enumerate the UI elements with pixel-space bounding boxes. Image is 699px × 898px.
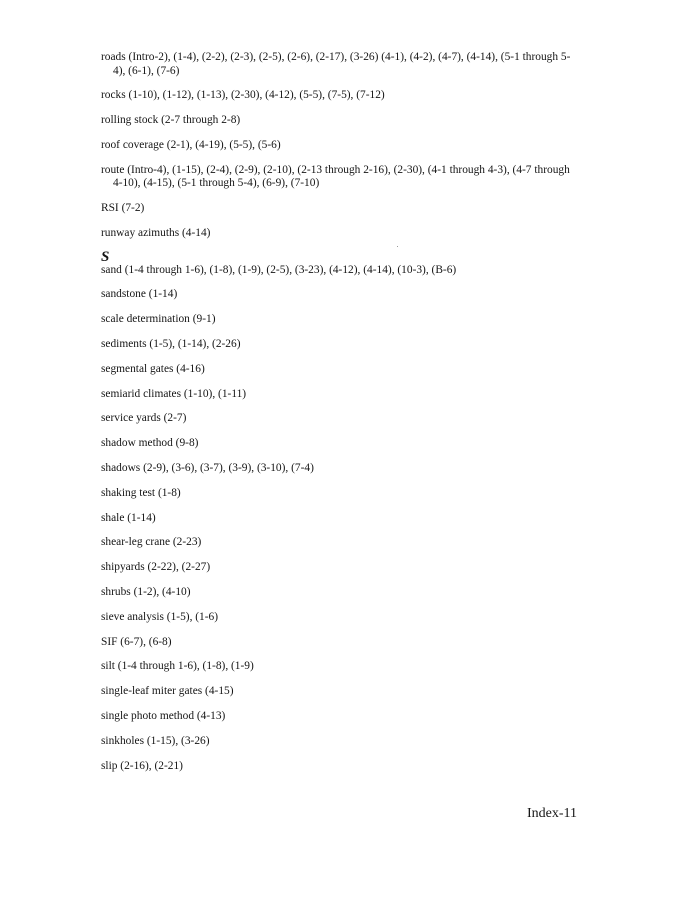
index-entry-rocks: rocks (1-10), (1-12), (1-13), (2-30), (4-12), (5-5), (7-5), (7-12) <box>101 89 385 102</box>
index-entry-rolling-stock: rolling stock (2-7 through 2-8) <box>101 114 241 127</box>
index-entry-shadows: shadows (2-9), (3-6), (3-7), (3-9), (3-10), (7-4) <box>101 461 314 474</box>
index-entry-segmental-gates: segmental gates (4-16) <box>101 362 205 375</box>
index-entry-sediments: sediments (1-5), (1-14), (2-26) <box>101 337 241 350</box>
index-entry-runway-azimuths: runway azimuths (4-14) <box>101 226 211 239</box>
index-entry-roads: roads (Intro-2), (1-4), (2-2), (2-3), (2-5), (2-6), (2-17), (3-26) (4-1), (4-2), (4-7), (4-14), (5-1 through 5-4), (6-1), (7-6) <box>101 51 571 77</box>
index-list <box>101 51 581 784</box>
index-entry-service-yards: service yards (2-7) <box>101 412 187 425</box>
index-entry-shaking-test: shaking test (1-8) <box>101 486 181 499</box>
index-section-letter: S <box>101 248 110 265</box>
page-number: Index-11 <box>527 806 578 821</box>
index-entry-sinkholes: sinkholes (1-15), (3-26) <box>101 734 210 747</box>
index-entry-shadow-method: shadow method (9-8) <box>101 437 199 450</box>
index-entry-roof-coverage: roof coverage (2-1), (4-19), (5-5), (5-6) <box>101 138 281 151</box>
index-entry-sand: sand (1-4 through 1-6), (1-8), (1-9), (2-5), (3-23), (4-12), (4-14), (10-3), (B-6) <box>101 263 457 276</box>
index-entry-single-photo-method: single photo method (4-13) <box>101 709 226 722</box>
index-entry-shipyards: shipyards (2-22), (2-27) <box>101 561 211 574</box>
index-entry-silt: silt (1-4 through 1-6), (1-8), (1-9) <box>101 660 254 673</box>
index-entry-semiarid-climates: semiarid climates (1-10), (1-11) <box>101 387 247 400</box>
index-entry-shale: shale (1-14) <box>101 511 156 524</box>
index-entry-shear-leg-crane: shear-leg crane (2-23) <box>101 536 202 549</box>
index-entry-single-leaf-miter-gates: single-leaf miter gates (4-15) <box>101 685 234 698</box>
index-entry-shrubs: shrubs (1-2), (4-10) <box>101 585 191 598</box>
index-entry-route: route (Intro-4), (1-15), (2-4), (2-9), (2-10), (2-13 through 2-16), (2-30), (4-1 through 4-3), (4-7 through 4-10), (4-15), (5-1 through 5-4), (6-9), (7-10) <box>101 163 570 190</box>
index-entry-slip: slip (2-16), (2-21) <box>101 759 183 772</box>
index-entry-sieve-analysis: sieve analysis (1-5), (1-6) <box>101 610 219 623</box>
index-entry-rsi: RSI (7-2) <box>101 201 145 214</box>
index-entry-scale-determination: scale determination (9-1) <box>101 313 216 326</box>
index-entry-sif: SIF (6-7), (6-8) <box>101 635 172 648</box>
index-entry-sandstone: sandstone (1-14) <box>101 288 178 301</box>
scan-speck <box>397 246 398 247</box>
